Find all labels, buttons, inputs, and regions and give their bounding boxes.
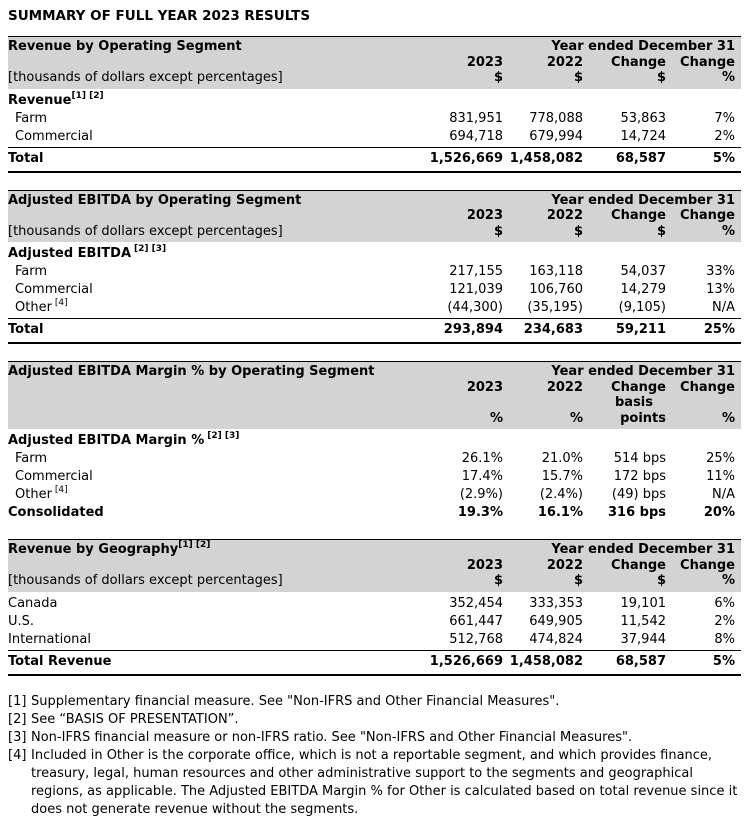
cell-value: 1,458,082 <box>509 150 583 166</box>
table-row <box>8 631 741 649</box>
col-header-change-pct: Change <box>680 379 735 395</box>
footnote-number: [4] <box>8 747 27 763</box>
total-row <box>8 650 741 676</box>
footnote-text: See “BASIS OF PRESENTATION”. <box>31 711 239 727</box>
footnote-number: [2] <box>8 711 27 727</box>
cell-value: 5% <box>712 150 735 166</box>
cell-value: 25% <box>706 451 735 466</box>
unit-header: % <box>721 70 735 85</box>
unit-header: $ <box>493 223 503 239</box>
table-row <box>8 110 741 128</box>
footnotes <box>8 693 741 819</box>
units-label: [thousands of dollars except percentages] <box>8 70 283 85</box>
col-header-change-pct: Change <box>680 208 735 223</box>
cell-value: 679,994 <box>529 128 583 144</box>
row-label: International <box>8 631 91 647</box>
col-header-2022: 2022 <box>546 208 583 223</box>
total-row <box>8 147 741 173</box>
row-label: Commercial <box>15 469 93 484</box>
cell-value: 1,458,082 <box>509 653 583 669</box>
unit-header: $ <box>656 573 666 588</box>
cell-value: 8% <box>714 631 735 647</box>
group-label-revenue: Revenue[1] [2] <box>8 90 104 108</box>
cell-value: 53,863 <box>620 110 666 126</box>
cell-value: 14,724 <box>620 128 666 144</box>
cell-value: (35,195) <box>527 300 583 315</box>
row-label: Canada <box>8 595 58 611</box>
cell-value: 694,718 <box>449 128 503 144</box>
footnote-ref: [4] <box>54 485 68 495</box>
cell-value: 21.0% <box>541 451 583 466</box>
section-header-band <box>8 539 741 592</box>
row-label: Consolidated <box>8 505 104 520</box>
unit-header: $ <box>656 70 666 85</box>
footnote-number: [3] <box>8 729 27 745</box>
cell-value: 25% <box>703 322 735 337</box>
cell-value: 68,587 <box>615 653 666 669</box>
unit-header: points <box>620 410 666 426</box>
section-header-band <box>8 190 741 243</box>
cell-value: 15.7% <box>541 469 583 484</box>
group-label-adjusted-ebitda-margin: Adjusted EBITDA Margin % [2] [3] <box>8 431 240 448</box>
cell-value: 11,542 <box>620 613 666 629</box>
row-label: Farm <box>15 451 48 466</box>
row-label: Other [4] <box>15 485 68 502</box>
row-label: Total <box>8 150 44 166</box>
section-title: Adjusted EBITDA Margin % by Operating Segment <box>8 364 375 379</box>
table-row <box>8 468 741 486</box>
cell-value: 514 bps <box>613 451 666 466</box>
cell-value: 1,526,669 <box>429 653 503 669</box>
footnote-ref: [4] <box>54 298 68 308</box>
section-title: Adjusted EBITDA by Operating Segment <box>8 192 302 208</box>
period-label: Year ended December 31 <box>551 364 735 379</box>
table-row <box>8 486 741 504</box>
unit-header: % <box>721 223 735 239</box>
cell-value: 16.1% <box>537 505 583 520</box>
section-adjusted-ebitda-margin-by-operating-segment <box>8 361 741 522</box>
page-title: SUMMARY OF FULL YEAR 2023 RESULTS <box>8 8 311 24</box>
footnote-ref: [1] [2] <box>71 90 104 101</box>
unit-header: $ <box>493 573 503 588</box>
cell-value: 234,683 <box>523 322 583 337</box>
cell-value: 333,353 <box>529 595 583 611</box>
units-label: [thousands of dollars except percentages] <box>8 573 283 588</box>
cell-value: 106,760 <box>529 282 583 297</box>
cell-value: 2% <box>714 613 735 629</box>
table-row <box>8 299 741 317</box>
table-row <box>8 450 741 468</box>
section-title: Revenue by Operating Segment <box>8 39 242 54</box>
cell-value: 59,211 <box>615 322 666 337</box>
row-label: Total <box>8 322 44 337</box>
unit-header: $ <box>573 573 583 588</box>
cell-value: 19,101 <box>620 595 666 611</box>
cell-value: 11% <box>706 469 735 484</box>
col-header-change-pct: Change <box>680 54 735 70</box>
row-label: Total Revenue <box>8 653 112 669</box>
row-label: U.S. <box>8 613 35 629</box>
row-label: Commercial <box>15 128 93 144</box>
unit-header: $ <box>573 70 583 85</box>
cell-value: 13% <box>706 282 735 297</box>
cell-value: 14,279 <box>620 282 666 297</box>
footnote <box>8 729 741 747</box>
section-title: Revenue by Geography[1] [2] <box>8 540 211 557</box>
section-revenue-by-geography <box>8 539 741 676</box>
col-header-2023: 2023 <box>466 54 503 70</box>
cell-value: (9,105) <box>618 300 666 315</box>
section-header-band <box>8 36 741 89</box>
table-row <box>8 128 741 146</box>
col-header-2022: 2022 <box>546 54 583 70</box>
col-header-change-pct: Change <box>680 557 735 573</box>
footnote <box>8 693 741 711</box>
cell-value: 352,454 <box>449 595 503 611</box>
cell-value: 5% <box>712 653 735 669</box>
cell-value: 778,088 <box>529 110 583 126</box>
footnote <box>8 747 741 819</box>
footnote <box>8 711 741 729</box>
unit-header: % <box>489 410 503 426</box>
cell-value: 1,526,669 <box>429 150 503 166</box>
cell-value: N/A <box>712 300 735 315</box>
section-adjusted-ebitda-by-operating-segment <box>8 190 741 345</box>
col-header-2022: 2022 <box>546 379 583 395</box>
total-row <box>8 318 741 344</box>
footnote-ref: [2] [3] <box>207 431 240 441</box>
cell-value: 33% <box>706 264 735 279</box>
col-header-change-dollar: Change <box>611 557 666 573</box>
section-revenue-by-operating-segment <box>8 36 741 173</box>
cell-value: 121,039 <box>449 282 503 297</box>
cell-value: 37,944 <box>620 631 666 647</box>
unit-header: % <box>721 573 735 588</box>
footnote-text: Non-IFRS financial measure or non-IFRS ratio. See "Non-IFRS and Other Financial Measures". <box>31 729 633 745</box>
col-header-change-bps: Change <box>611 379 666 395</box>
unit-header: $ <box>573 223 583 239</box>
table-row <box>8 613 741 631</box>
cell-value: 172 bps <box>613 469 666 484</box>
col-header-change-dollar: Change <box>611 54 666 70</box>
col-header-change-dollar: Change <box>611 208 666 223</box>
cell-value: 831,951 <box>449 110 503 126</box>
cell-value: 6% <box>714 595 735 611</box>
footnote-number: [1] <box>8 693 27 709</box>
table-row <box>8 281 741 299</box>
table-row <box>8 263 741 281</box>
unit-header: % <box>569 410 583 426</box>
unit-header: $ <box>493 70 503 85</box>
cell-value: 512,768 <box>449 631 503 647</box>
period-label: Year ended December 31 <box>551 542 735 557</box>
cell-value: 19.3% <box>457 505 503 520</box>
row-label: Other [4] <box>15 298 68 315</box>
cell-value: 316 bps <box>607 505 666 520</box>
row-label: Farm <box>15 264 48 279</box>
cell-value: 2% <box>714 128 735 144</box>
col-header-2023: 2023 <box>466 379 503 395</box>
cell-value: 649,905 <box>529 613 583 629</box>
cell-value: N/A <box>712 487 735 502</box>
cell-value: 26.1% <box>461 451 503 466</box>
row-label: Commercial <box>15 282 93 297</box>
cell-value: 293,894 <box>443 322 503 337</box>
col-header-2023: 2023 <box>466 208 503 223</box>
cell-value: (44,300) <box>447 300 503 315</box>
consolidated-row <box>8 504 741 522</box>
unit-header: % <box>721 410 735 426</box>
section-header-band <box>8 361 741 429</box>
cell-value: 661,447 <box>449 613 503 629</box>
cell-value: (2.9%) <box>459 487 503 502</box>
unit-header: $ <box>656 223 666 239</box>
cell-value: (2.4%) <box>539 487 583 502</box>
footnote-text: Included in Other is the corporate office, which is not a reportable segment, and which provides finance, treasury, legal, human resources and other administrative support to the segments and geographical regions, as applicable. The Adjusted EBITDA Margin % for Other is calculated based on total revenue since it does not generate revenue without the segments. <box>31 747 738 817</box>
cell-value: 217,155 <box>449 264 503 279</box>
footnote-text: Supplementary financial measure. See "Non-IFRS and Other Financial Measures". <box>31 693 560 709</box>
cell-value: 17.4% <box>461 469 503 484</box>
cell-value: 68,587 <box>615 150 666 166</box>
cell-value: 20% <box>703 505 735 520</box>
footnote-ref: [1] [2] <box>178 540 211 550</box>
table-row <box>8 595 741 613</box>
cell-value: (49) bps <box>611 487 666 502</box>
units-label: [thousands of dollars except percentages] <box>8 223 283 239</box>
cell-value: 54,037 <box>620 264 666 279</box>
period-label: Year ended December 31 <box>551 39 735 54</box>
footnote-ref: [2] [3] <box>134 244 167 254</box>
col-header-2023: 2023 <box>466 557 503 573</box>
col-header-basis: basis <box>614 395 653 410</box>
cell-value: 163,118 <box>529 264 583 279</box>
cell-value: 7% <box>714 110 735 126</box>
group-label-adjusted-ebitda: Adjusted EBITDA [2] [3] <box>8 244 167 261</box>
period-label: Year ended December 31 <box>551 192 735 208</box>
col-header-2022: 2022 <box>546 557 583 573</box>
cell-value: 474,824 <box>529 631 583 647</box>
row-label: Farm <box>15 110 48 126</box>
